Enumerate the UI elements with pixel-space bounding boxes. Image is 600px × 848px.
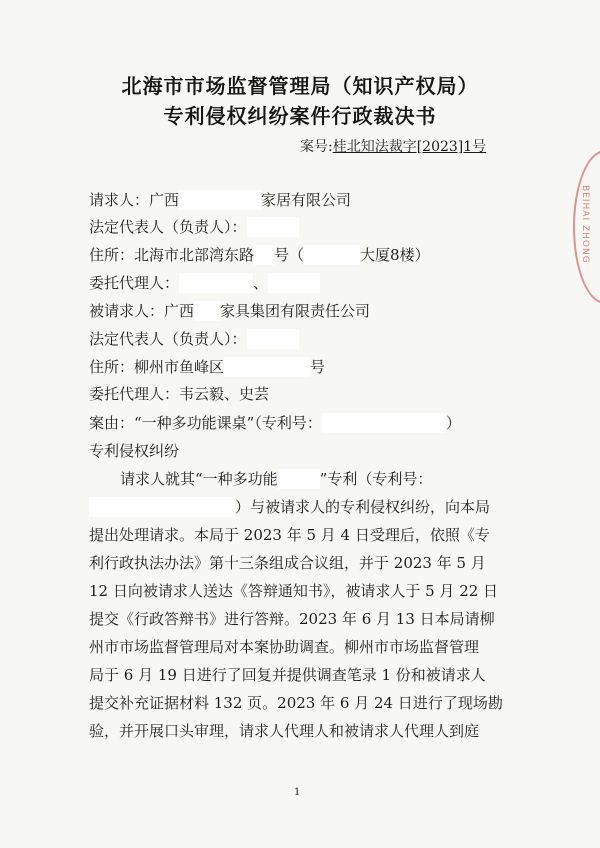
paragraph-line: 州市市场监督管理局对本案协助调查。柳州市市场监督管理 xyxy=(89,638,480,656)
requester-address-part1: 住所：北海市北部湾东路 xyxy=(89,246,255,264)
requester-agent-separator: 、 xyxy=(253,274,269,292)
redaction xyxy=(278,469,320,489)
case-number xyxy=(300,136,486,156)
requester-agent-line xyxy=(89,273,320,293)
paragraph-line xyxy=(89,497,490,517)
seal-text: BEIHAI ZHONG xyxy=(580,185,590,264)
redaction xyxy=(179,273,253,293)
paragraph-line: 局于 6 月 19 日进行了回复并提供调查笔录 1 份和被请求人 xyxy=(89,666,486,684)
respondent-rep-line xyxy=(89,329,299,349)
case-number-value: 桂北知法裁字[2023]1号 xyxy=(332,139,487,155)
requester-rep-line xyxy=(89,217,299,237)
paragraph-line: 提出处理请求。本局于 2023 年 5 月 4 日受理后，依照《专 xyxy=(89,526,490,544)
paragraph-text: ）与被请求人的专利侵权纠纷，向本局 xyxy=(235,498,491,516)
respondent-agent-line: 委托代理人：韦云毅、史芸 xyxy=(89,385,270,403)
respondent-line xyxy=(89,301,370,321)
redaction xyxy=(89,497,235,517)
paragraph-text: 请求人就其“一种多功能 xyxy=(120,470,278,488)
requester-name: 家居有限公司 xyxy=(261,191,352,209)
redaction xyxy=(304,245,360,265)
page-number: 1 xyxy=(294,787,301,798)
redaction xyxy=(224,357,310,377)
cause-continuation: 专利侵权纠纷 xyxy=(89,442,180,460)
cause-end: ） xyxy=(445,414,461,432)
respondent-address-part1: 住所：柳州市鱼峰区 xyxy=(89,358,225,376)
redaction xyxy=(322,413,446,433)
paragraph-line xyxy=(120,469,432,489)
respondent-label: 被请求人：广西 xyxy=(89,302,195,320)
respondent-name: 家具集团有限责任公司 xyxy=(220,302,371,320)
paragraph-line: 验，并开展口头审理，请求人代理人和被请求人代理人到庭 xyxy=(89,722,480,740)
requester-rep-label: 法定代表人（负责人）： xyxy=(89,218,247,236)
redaction xyxy=(247,329,299,349)
redaction xyxy=(179,190,261,210)
respondent-rep-label: 法定代表人（负责人）： xyxy=(89,330,247,348)
redaction xyxy=(268,273,320,293)
cause-label: 案由：“一种多功能课桌”（专利号： xyxy=(89,414,322,432)
document-title-line1: 北海市市场监督管理局（知识产权局） xyxy=(121,74,479,98)
respondent-address-part2: 号 xyxy=(310,358,326,376)
requester-address-part2: 号（ xyxy=(274,246,305,264)
paragraph-line: 12 日向被请求人送达《答辩通知书》，被请求人于 5 月 22 日 xyxy=(89,582,499,600)
redaction xyxy=(247,217,299,237)
paragraph-line: 提交补充证据材料 132 页。2023 年 6 月 24 日进行了现场勘 xyxy=(89,694,503,712)
respondent-address-line xyxy=(89,357,325,377)
requester-address-part3: 大厦8楼） xyxy=(360,246,430,264)
paragraph-line: 提交《行政答辩书》进行答辩。2023 年 6 月 13 日本局请柳 xyxy=(89,610,495,628)
redaction xyxy=(254,245,274,265)
requester-line xyxy=(89,190,351,210)
paragraph-text: ”专利（专利号： xyxy=(319,470,433,488)
redaction xyxy=(194,301,220,321)
case-number-label: 案号: xyxy=(300,139,333,155)
requester-label: 请求人：广西 xyxy=(89,191,180,209)
paragraph-line: 利行政执法办法》第十三条组成合议组，并于 2023 年 5 月 xyxy=(89,554,486,572)
cause-line xyxy=(89,413,461,433)
requester-agent-label: 委托代理人： xyxy=(89,274,180,292)
requester-address-line xyxy=(89,245,430,265)
document-title-line2: 专利侵权纠纷案件行政裁决书 xyxy=(163,104,437,128)
